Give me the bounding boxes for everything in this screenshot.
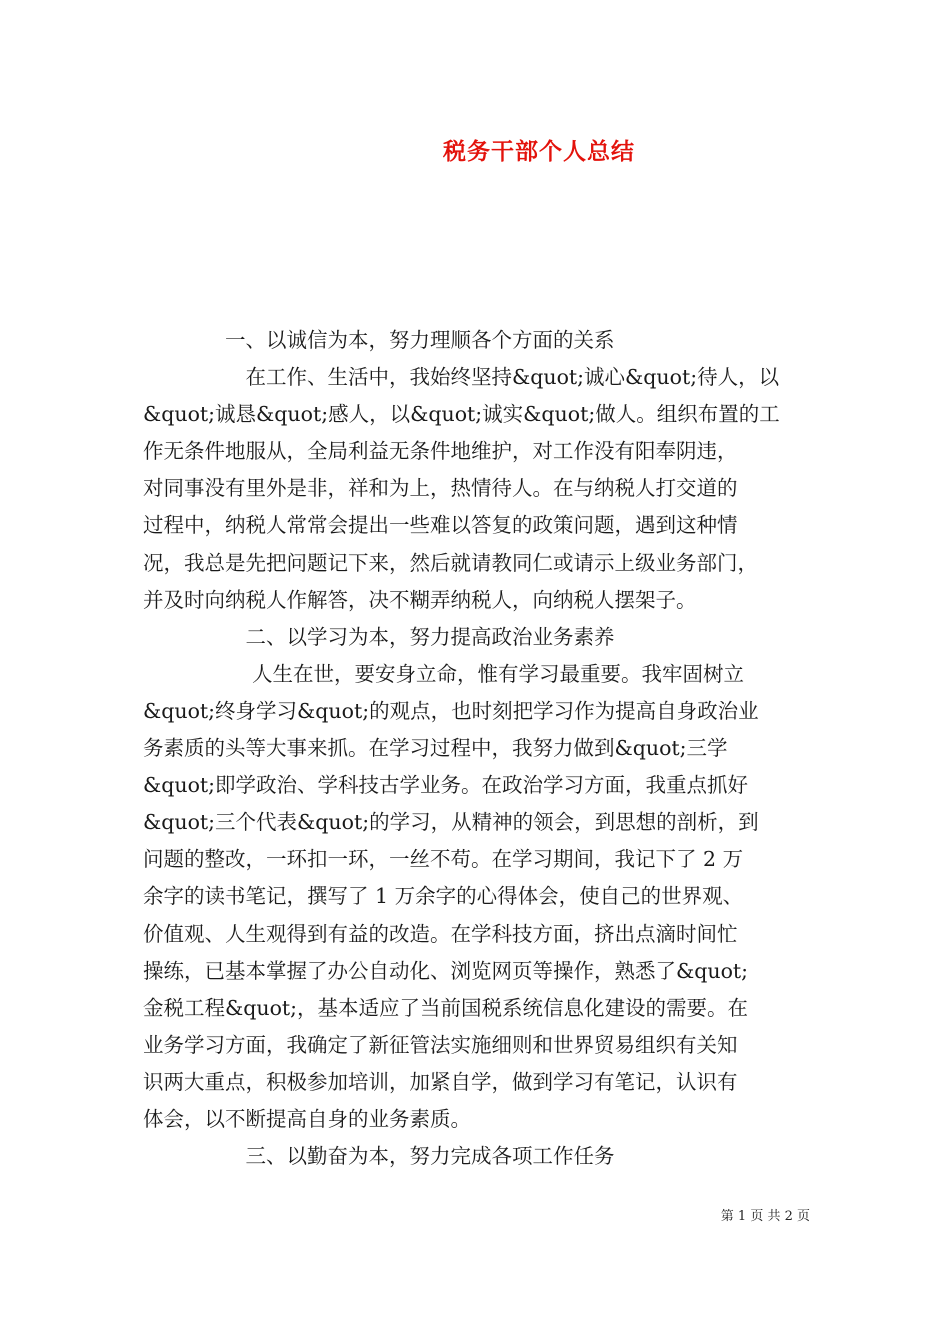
text-line: 三、以勤奋为本，努力完成各项工作任务: [143, 1144, 615, 1169]
text-line: &quot;诚恳&quot;感人，以&quot;诚实&quot;做人。组织布置的工: [143, 402, 780, 427]
text-line: 余字的读书笔记，撰写了 1 万余字的心得体会，使自己的世界观、: [143, 884, 744, 909]
text-line: &quot;即学政治、学科技古学业务。在政治学习方面，我重点抓好: [143, 773, 749, 798]
text-line: 问题的整改，一环扣一环，一丝不苟。在学习期间，我记下了 2 万: [143, 847, 744, 872]
document-body: [143, 322, 823, 1175]
text-line: 金税工程&quot;，基本适应了当前国税系统信息化建设的需要。在: [143, 995, 749, 1020]
text-line: 一、以诚信为本，努力理顺各个方面的关系: [143, 328, 615, 352]
text-line: 对同事没有里外是非，祥和为上，热情待人。在与纳税人打交道的: [143, 476, 738, 501]
page-number-footer: 第 1 页 共 2 页: [720, 1209, 810, 1224]
text-line: 在工作、生活中，我始终坚持&quot;诚心&quot;待人，以: [143, 365, 780, 390]
text-line: 价值观、人生观得到有益的改造。在学科技方面，挤出点滴时间忙: [143, 921, 738, 946]
text-line: 识两大重点，积极参加培训，加紧自学，做到学习有笔记，认识有: [143, 1069, 738, 1094]
text-line: 并及时向纳税人作解答，决不糊弄纳税人，向纳税人摆架子。: [143, 587, 697, 612]
document-title: 税务干部个人总结: [443, 139, 635, 165]
text-line: 操练，已基本掌握了办公自动化、浏览网页等操作，熟悉了&quot;: [143, 958, 749, 983]
text-line: 作无条件地服从，全局利益无条件地维护，对工作没有阳奉阴违，: [143, 439, 738, 464]
text-line: 人生在世，要安身立命，惟有学习最重要。我牢固树立: [143, 661, 745, 686]
text-line: &quot;终身学习&quot;的观点，也时刻把学习作为提高自身政治业: [143, 698, 759, 723]
text-line: 务素质的头等大事来抓。在学习过程中，我努力做到&quot;三学: [143, 736, 728, 761]
text-line: 体会，以不断提高自身的业务素质。: [143, 1106, 471, 1131]
text-line: 二、以学习为本，努力提高政治业务素养: [143, 624, 615, 649]
text-line: 过程中，纳税人常常会提出一些难以答复的政策问题，遇到这种情: [143, 513, 738, 538]
text-line: &quot;三个代表&quot;的学习，从精神的领会，到思想的剖析，到: [143, 810, 759, 835]
text-line: 况，我总是先把问题记下来，然后就请教同仁或请示上级业务部门，: [143, 550, 758, 575]
text-line: 业务学习方面，我确定了新征管法实施细则和世界贸易组织有关知: [143, 1032, 738, 1057]
